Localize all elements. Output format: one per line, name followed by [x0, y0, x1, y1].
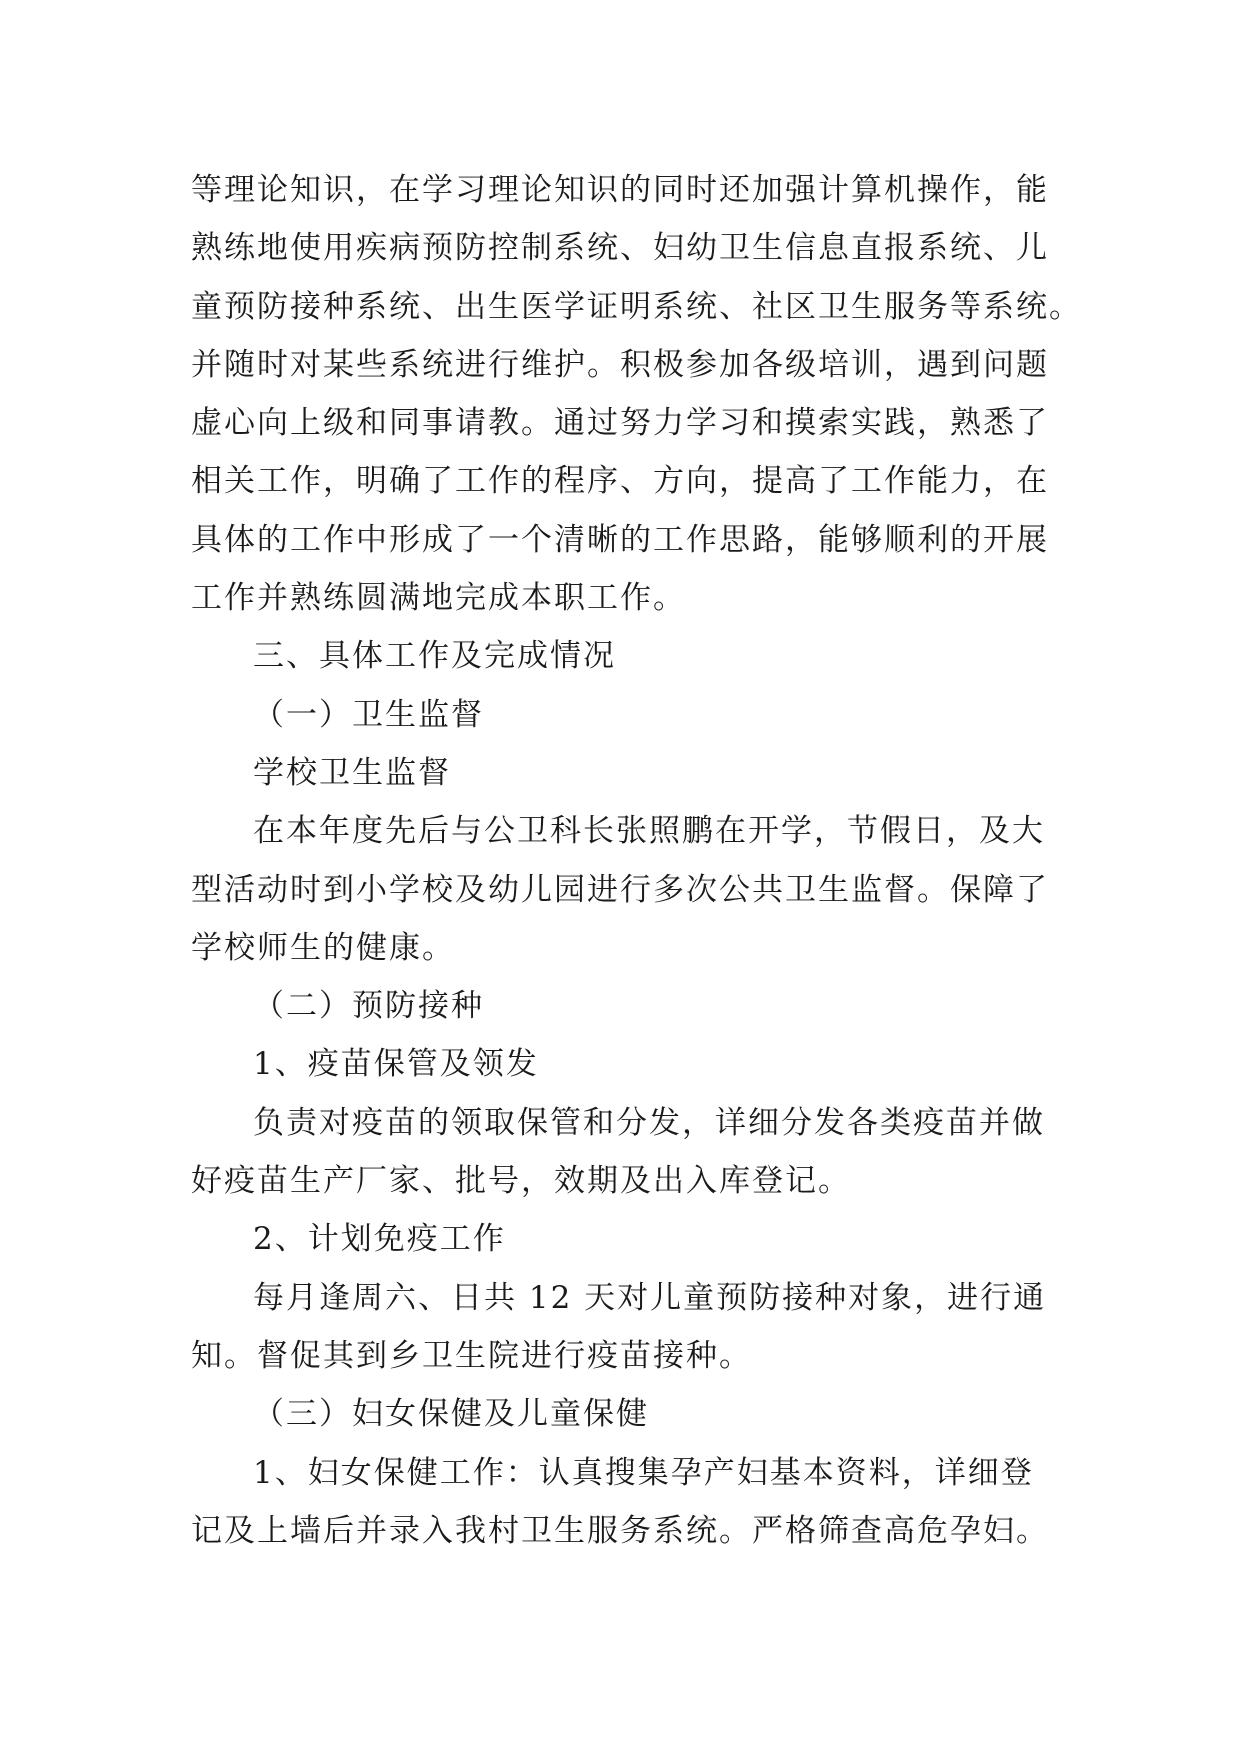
text-line: 熟练地使用疾病预防控制系统、妇幼卫生信息直报系统、儿 [191, 230, 1049, 267]
text-line: 型活动时到小学校及幼儿园进行多次公共卫生监督。保障了 [191, 871, 1049, 908]
text-line: 1、疫苗保管及领发 [253, 1046, 539, 1083]
text-line: 在本年度先后与公卫科长张照鹏在开学，节假日，及大 [253, 813, 1045, 850]
text-line: 三、具体工作及完成情况 [253, 638, 616, 675]
text-line: 并随时对某些系统进行维护。积极参加各级培训，遇到问题 [191, 346, 1049, 383]
text-line: 工作并熟练圆满地完成本职工作。 [191, 580, 686, 617]
text-line: 童预防接种系统、出生医学证明系统、社区卫生服务等系统。 [191, 288, 1082, 325]
text-line: 记及上墙后并录入我村卫生服务系统。严格筛查高危孕妇。 [191, 1512, 1049, 1549]
text-line: 2、计划免疫工作 [253, 1221, 506, 1258]
text-line: 具体的工作中形成了一个清晰的工作思路，能够顺利的开展 [191, 521, 1049, 558]
text-line: （二）预防接种 [253, 988, 484, 1025]
text-line: 每月逢周六、日共 12 天对儿童预防接种对象，进行通 [253, 1279, 1047, 1316]
text-line: 相关工作，明确了工作的程序、方向，提高了工作能力，在 [191, 463, 1049, 500]
text-line: 1、妇女保健工作：认真搜集孕产妇基本资料，详细登 [253, 1454, 1034, 1491]
text-line: （一）卫生监督 [253, 696, 484, 733]
text-line: （三）妇女保健及儿童保健 [253, 1396, 649, 1433]
text-line: 负责对疫苗的领取保管和分发，详细分发各类疫苗并做 [253, 1104, 1045, 1141]
text-line: 虚心向上级和同事请教。通过努力学习和摸索实践，熟悉了 [191, 405, 1049, 442]
body-text [191, 161, 1082, 1560]
text-line: 知。督促其到乡卫生院进行疫苗接种。 [191, 1337, 752, 1374]
text-line: 等理论知识，在学习理论知识的同时还加强计算机操作，能 [191, 172, 1049, 208]
text-line: 好疫苗生产厂家、批号，效期及出入库登记。 [191, 1163, 851, 1200]
text-line: 学校卫生监督 [253, 754, 451, 791]
text-line: 学校师生的健康。 [191, 929, 455, 966]
